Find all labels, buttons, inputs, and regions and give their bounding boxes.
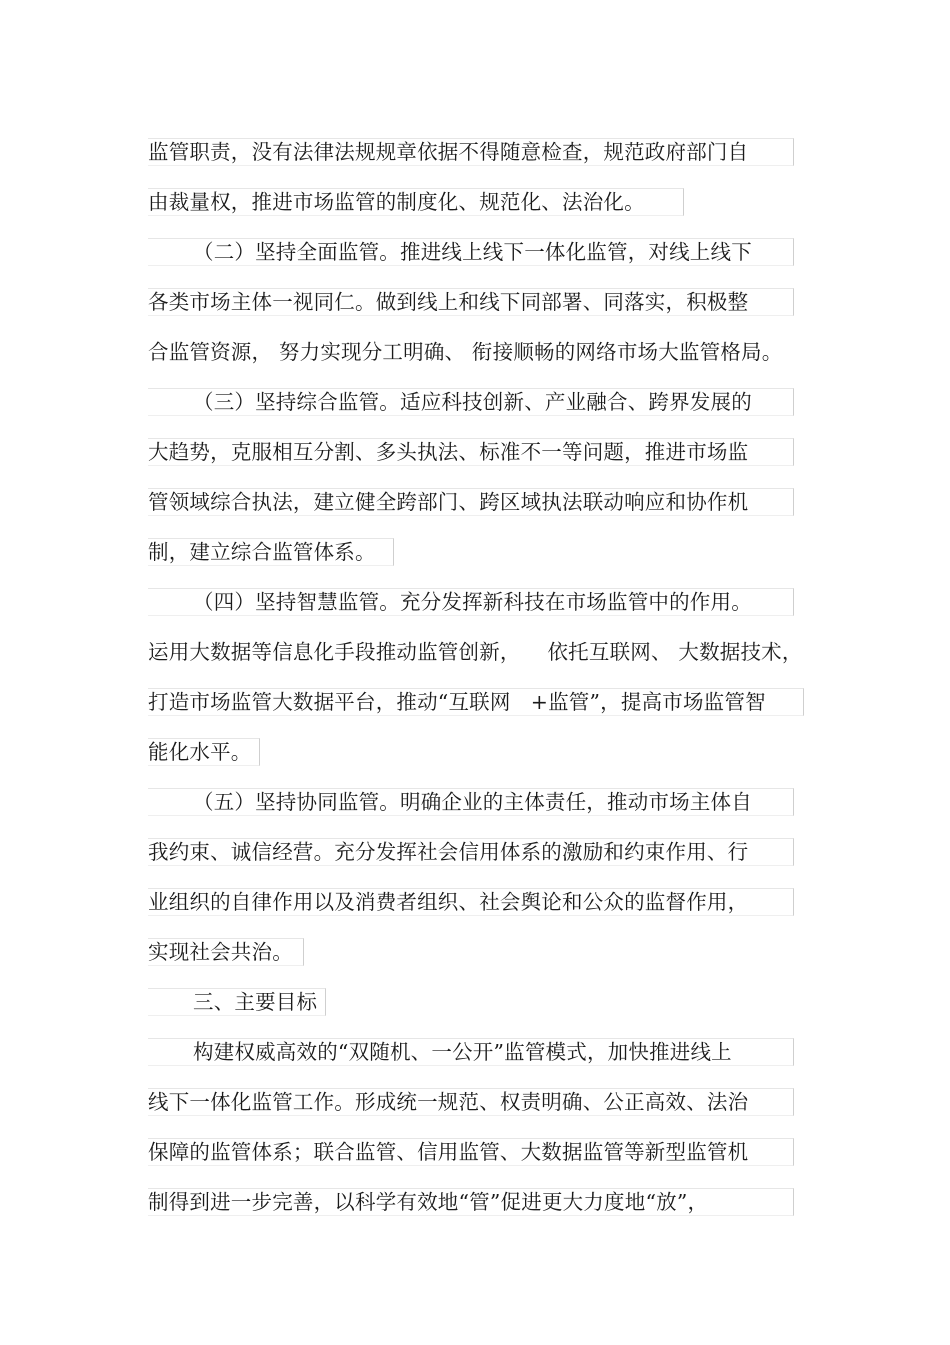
body-line: 保障的监管体系；联合监管、信用监管、大数据监管等新型监管机	[148, 1140, 749, 1164]
section-heading-line: （五）坚持协同监管。明确企业的主体责任，推动市场主体自	[193, 790, 752, 814]
body-line: 管领域综合执法，建立健全跨部门、跨区域执法联动响应和协作机	[148, 490, 749, 514]
body-line: 我约束、诚信经营。充分发挥社会信用体系的激励和约束作用、行	[148, 840, 749, 864]
body-line: 打造市场监管大数据平台，推动“互联网 +监管”，提高市场监管智	[148, 690, 766, 714]
body-line: 合监管资源， 努力实现分工明确、 衔接顺畅的网络市场大监管格局。	[148, 340, 783, 364]
section-heading-line: （二）坚持全面监管。推进线上线下一体化监管，对线上线下	[193, 240, 752, 264]
body-line: 实现社会共治。	[148, 940, 293, 964]
body-line: 制，建立综合监管体系。	[148, 540, 376, 564]
body-line: 制得到进一步完善，以科学有效地“管”促进更大力度地“放”，	[148, 1190, 709, 1214]
body-line: 运用大数据等信息化手段推动监管创新， 依托互联网、 大数据技术，	[148, 640, 803, 664]
body-line: 大趋势，克服相互分割、多头执法、标准不一等问题，推进市场监	[148, 440, 749, 464]
body-line: 监管职责，没有法律法规规章依据不得随意检查，规范政府部门自	[148, 140, 749, 164]
section-heading-line: （四）坚持智慧监管。充分发挥新科技在市场监管中的作用。	[193, 590, 752, 614]
section-heading-line: （三）坚持综合监管。适应科技创新、产业融合、跨界发展的	[193, 390, 752, 414]
body-line: 由裁量权，推进市场监管的制度化、规范化、法治化。	[148, 190, 645, 214]
body-line: 线下一体化监管工作。形成统一规范、权责明确、公正高效、法治	[148, 1090, 749, 1114]
body-line: 各类市场主体一视同仁。做到线上和线下同部署、同落实，积极整	[148, 290, 749, 314]
body-line: 业组织的自律作用以及消费者组织、社会舆论和公众的监督作用，	[148, 890, 749, 914]
chapter-heading: 三、主要目标	[193, 990, 318, 1014]
body-line: 构建权威高效的“双随机、一公开”监管模式，加快推进线上	[193, 1040, 732, 1064]
body-line: 能化水平。	[148, 740, 252, 764]
